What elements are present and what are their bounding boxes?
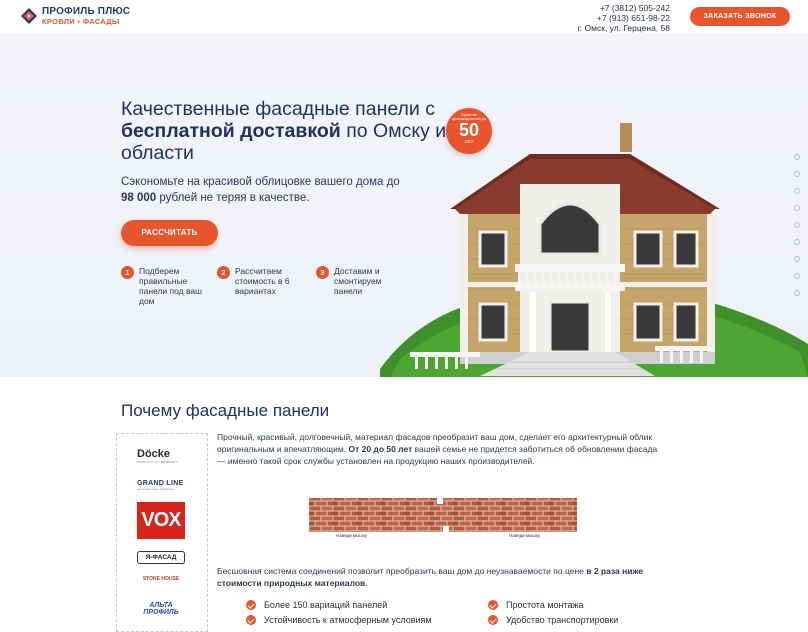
step-text: Подберем правильные панели под ваш дом [139, 266, 202, 306]
brand-docke-logo: Döcke PRODUCT OF GERMANY [137, 448, 179, 464]
brands-box [116, 433, 208, 632]
badge-number: 50 [458, 120, 480, 141]
phone-2[interactable]: +7 (913) 651-98-22 [596, 13, 670, 23]
section-nav-dots [794, 154, 800, 307]
order-call-button[interactable]: ЗАКАЗАТЬ ЗВОНОК [690, 7, 790, 26]
step-number: 1 [121, 266, 134, 279]
logo-tagline: КРОВЛИ • ФАСАДЫ [42, 17, 120, 26]
benefit-item: Простота монтажа [488, 600, 584, 610]
section-dot[interactable] [794, 256, 800, 262]
check-icon [246, 615, 256, 625]
section-dot[interactable] [794, 239, 800, 245]
why-title: Почему фасадные панели [121, 401, 330, 420]
check-icon [488, 615, 498, 625]
step-item [217, 266, 313, 296]
panel-hover-caption: Наведи мышку [336, 533, 368, 538]
section-dot[interactable] [794, 222, 800, 228]
step-number: 3 [316, 266, 329, 279]
phone-1[interactable]: +7 (3812) 505-242 [599, 3, 670, 13]
step-item [121, 266, 217, 306]
benefit-item: Удобство транспортировки [488, 615, 618, 625]
section-dot[interactable] [794, 171, 800, 177]
badge-years: ЛЕТ [464, 139, 474, 145]
hero-subtitle: Сэкономьте на красивой облицовке вашего дома до 98 000 рублей не теряя в качестве. [121, 176, 400, 204]
logo[interactable] [20, 7, 130, 26]
section-dot[interactable] [794, 154, 800, 160]
hero-title: Качественные фасадные панели с бесплатной доставкой по Омску и области [121, 98, 447, 164]
brand-yafasad-logo: Я-ФАСАД [137, 551, 185, 564]
step-text: Доставим и смонтируем панели [334, 266, 382, 296]
section-dot[interactable] [794, 188, 800, 194]
section-dot[interactable] [794, 205, 800, 211]
benefit-item: Более 150 вариаций панелей [246, 600, 387, 610]
address: г. Омск, ул. Герцена, 58 [577, 23, 670, 33]
contacts [578, 3, 670, 33]
badge-caption: Гарантия производителей до [452, 113, 486, 122]
hero-section [0, 34, 808, 377]
step-number: 2 [217, 266, 230, 279]
brand-stonehouse-logo: STONE HOUSE [142, 576, 180, 582]
check-icon [246, 600, 256, 610]
house-illustration [380, 114, 808, 377]
why-paragraph-2: Бесшовная система соединений позволит преобразить ваш дом до неузнаваемости по цене в 2 раза ниже стоимости природных материалов. [217, 566, 644, 588]
panel-hover-caption: Наведи мышку [509, 533, 541, 538]
why-paragraph-1: Прочный, красивый, долговечный, материал фасадов преобразит ваш дом, сделает его архитектурный облик оригинальным и впечатляющим. От 20 до 50 лет вашей семье не придется заботиться об обновлении фасада — именно такой срок службы установлен на продукцию наших производителей. [217, 432, 658, 466]
site-header [0, 0, 808, 34]
brand-grandline-logo: GRAND LINE долговечные профиль [137, 480, 184, 491]
brand-vox-logo: VOX [137, 502, 185, 539]
step-text: Рассчитаем стоимость в 6 вариантах [235, 266, 290, 296]
check-icon [488, 600, 498, 610]
logo-name: ПРОФИЛЬ ПЛЮС [42, 6, 131, 17]
section-dot[interactable] [794, 273, 800, 279]
benefit-item: Устойчивость к атмосферным условиям [246, 615, 432, 625]
brand-alta-logo: АЛЬТА ПРОФИЛЬ [143, 602, 179, 616]
calculate-button[interactable]: РАССЧИТАТЬ [121, 220, 218, 246]
section-dot[interactable] [794, 290, 800, 296]
logo-diamond-icon [20, 7, 38, 25]
warranty-badge [446, 108, 492, 154]
